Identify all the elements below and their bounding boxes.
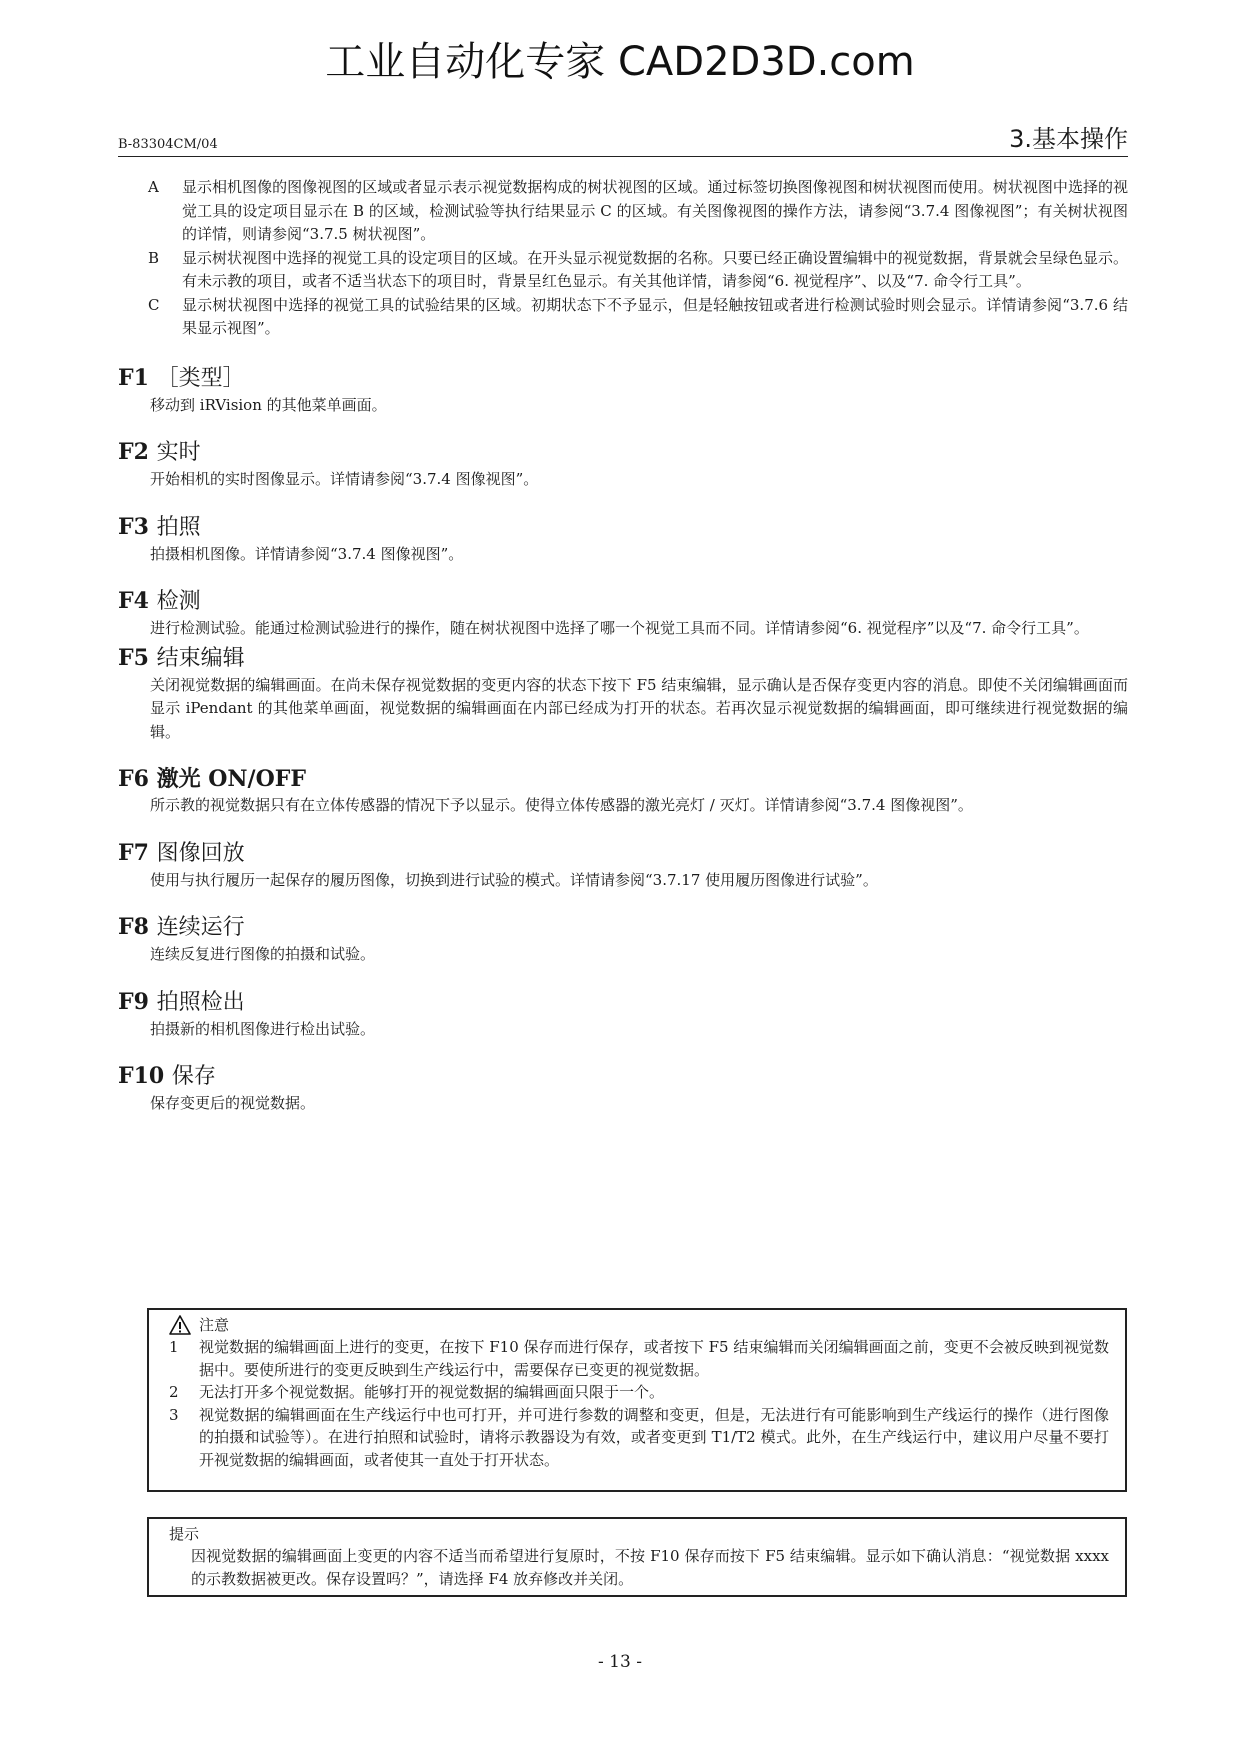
section-f10 — [118, 1061, 1128, 1116]
section-body: 使用与执行履历一起保存的履历图像，切换到进行试验的模式。详情请参阅“3.7.17 使用履历图像进行试验”。 — [150, 870, 878, 889]
document-code: B-83304CM/04 — [118, 137, 218, 152]
caution-item — [169, 1336, 1109, 1381]
caution-title: 注意 — [199, 1316, 230, 1334]
function-key: F6 — [118, 766, 149, 792]
area-definitions — [148, 176, 1128, 341]
function-name: 结束编辑 — [156, 645, 245, 671]
function-key: F7 — [118, 839, 149, 866]
section-f5 — [118, 643, 1128, 745]
function-name: 拍照 — [156, 514, 201, 540]
function-name: 检测 — [156, 589, 201, 614]
page-content — [118, 176, 1128, 1116]
area-definition-b — [148, 247, 1128, 294]
section-body: 所示教的视觉数据只有在立体传感器的情况下予以显示。使得立体传感器的激光亮灯 / 灭灯。详情请参阅“3.7.4 图像视图”。 — [150, 796, 973, 814]
page-number: - 13 - — [598, 1652, 642, 1672]
caution-item — [169, 1381, 1109, 1404]
watermark-text: 工业自动化专家 CAD2D3D.com — [325, 39, 915, 85]
function-key: F1 — [118, 364, 149, 391]
caution-header — [169, 1314, 1109, 1336]
section-f4 — [118, 586, 1128, 641]
caution-item-number: 2 — [169, 1383, 179, 1401]
hint-text: 因视觉数据的编辑画面上变更的内容不适当而希望进行复原时，不按 F10 保存而按下 F5 结束编辑。显示如下确认消息：“视觉数据 xxxx 的示教数据被更改。保存设置吗？”，请选择 F4 放弃修改并关闭。 — [191, 1547, 1109, 1588]
section-f9 — [118, 987, 1128, 1042]
area-key: A — [148, 178, 159, 196]
function-name: 图像回放 — [156, 840, 245, 866]
chapter-title: 3.基本操作 — [1009, 125, 1128, 153]
area-definition-c — [148, 294, 1128, 341]
hint-box — [147, 1517, 1127, 1597]
function-key: F5 — [118, 644, 149, 671]
section-title — [118, 512, 1128, 543]
area-description: 显示树状视图中选择的视觉工具的设定项目的区域。在开头显示视觉数据的名称。只要已经正确设置编辑中的视觉数据，背景就会呈绿色显示。有未示教的项目，或者不适当状态下的项目时，背景呈红色显示。有关其他详情，请参阅“6. 视觉程序”、以及“7. 命令行工具”。 — [182, 248, 1128, 290]
section-f7 — [118, 838, 1128, 893]
function-name: 连续运行 — [156, 915, 245, 940]
section-body: 保存变更后的视觉数据。 — [150, 1094, 316, 1112]
section-title — [118, 838, 1128, 869]
section-body: 进行检测试验。能通过检测试验进行的操作，随在树状视图中选择了哪一个视觉工具而不同。详情请参阅“6. 视觉程序”以及“7. 命令行工具”。 — [150, 619, 1089, 637]
section-title — [118, 764, 1128, 794]
section-title — [118, 1061, 1128, 1092]
function-key: F4 — [118, 588, 149, 614]
function-name: 拍照检出 — [156, 989, 245, 1015]
caution-item-number: 1 — [169, 1338, 179, 1356]
section-f1 — [118, 363, 1128, 418]
hint-title: 提示 — [169, 1525, 200, 1543]
caution-item — [169, 1404, 1109, 1472]
area-definition-a — [148, 176, 1128, 247]
caution-item-text: 无法打开多个视觉数据。能够打开的视觉数据的编辑画面只限于一个。 — [199, 1383, 665, 1401]
caution-item-text: 视觉数据的编辑画面在生产线运行中也可打开，并可进行参数的调整和变更，但是，无法进行有可能影响到生产线运行的操作（进行图像的拍摄和试验等）。在进行拍照和试验时，请将示教器设为有效，或者变更到 T1/T2 模式。此外，在生产线运行中，建议用户尽量不要打开视觉数据的编辑画面，或者使其一直处于打开状态。 — [199, 1405, 1109, 1469]
section-title — [118, 987, 1128, 1018]
section-f3 — [118, 512, 1128, 567]
section-body: 拍摄新的相机图像进行检出试验。 — [150, 1019, 376, 1038]
caution-item-number: 3 — [169, 1405, 179, 1424]
area-key: C — [148, 295, 160, 314]
section-body: 开始相机的实时图像显示。详情请参阅“3.7.4 图像视图”。 — [150, 470, 539, 488]
caution-item-text: 视觉数据的编辑画面上进行的变更，在按下 F10 保存而进行保存，或者按下 F5 结束编辑而关闭编辑画面之前，变更不会被反映到视觉数据中。要使所进行的变更反映到生产线运行中，需要保存已变更的视觉数据。 — [199, 1338, 1109, 1379]
section-title — [118, 586, 1128, 617]
section-f2 — [118, 437, 1128, 492]
section-title — [118, 912, 1128, 943]
function-name: 激光 ON/OFF — [156, 766, 306, 792]
section-body: 关闭视觉数据的编辑画面。在尚未保存视觉数据的变更内容的状态下按下 F5 结束编辑，显示确认是否保存变更内容的消息。即使不关闭编辑画面而显示 iPendant 的其他菜单画面，视觉数据的编辑画面在内部已经成为打开的状态。若再次显示视觉数据的编辑画面，即可继续进行视觉数据的编辑。 — [150, 675, 1128, 741]
area-key: B — [148, 248, 160, 267]
page-header — [118, 122, 1128, 157]
caution-box — [147, 1308, 1127, 1492]
function-key: F3 — [118, 513, 149, 540]
function-name: 实时 — [156, 440, 201, 465]
function-name: 保存 — [171, 1064, 216, 1089]
section-body: 移动到 iRVision 的其他菜单画面。 — [150, 395, 387, 414]
function-name: ［类型］ — [156, 365, 245, 391]
section-f6 — [118, 764, 1128, 818]
warning-triangle-icon — [169, 1315, 191, 1335]
section-title — [118, 643, 1128, 674]
area-description: 显示树状视图中选择的视觉工具的试验结果的区域。初期状态下不予显示，但是轻触按钮或者进行检测试验时则会显示。详情请参阅“3.7.6 结果显示视图”。 — [182, 295, 1128, 337]
section-f8 — [118, 912, 1128, 967]
section-title — [118, 437, 1128, 468]
section-body: 拍摄相机图像。详情请参阅“3.7.4 图像视图”。 — [150, 544, 464, 563]
function-key: F9 — [118, 988, 149, 1015]
section-body: 连续反复进行图像的拍摄和试验。 — [150, 945, 376, 963]
function-key: F10 — [118, 1063, 165, 1089]
section-title — [118, 363, 1128, 394]
function-key: F8 — [118, 914, 149, 940]
function-key: F2 — [118, 439, 149, 465]
area-description: 显示相机图像的图像视图的区域或者显示表示视觉数据构成的树状视图的区域。通过标签切换图像视图和树状视图而使用。树状视图中选择的视觉工具的设定项目显示在 B 的区域，检测试验等执行结果显示 C 的区域。有关图像视图的操作方法，请参阅“3.7.4 图像视图”；有关树状视图的详情，则请参阅“3.7.5 树状视图”。 — [182, 178, 1128, 243]
